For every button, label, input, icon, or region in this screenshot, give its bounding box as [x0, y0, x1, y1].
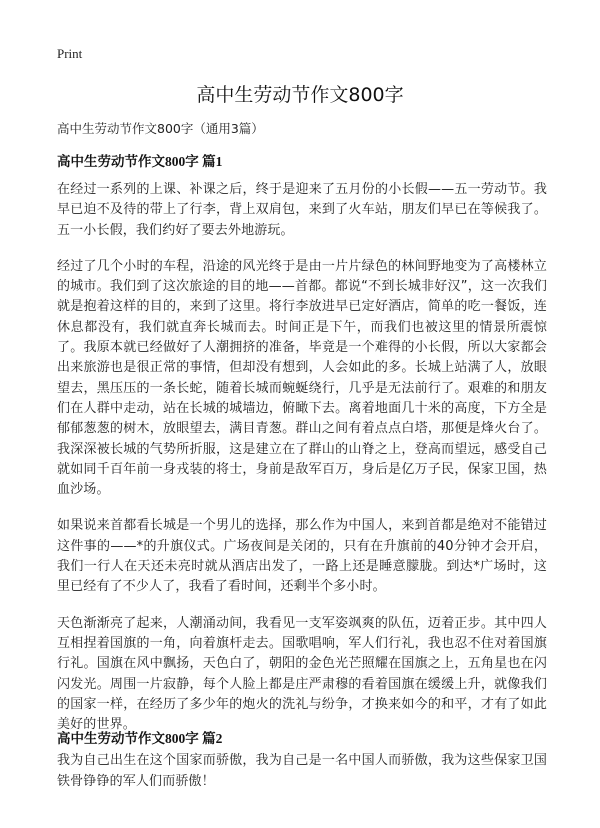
section-heading-1: 高中生劳动节作文800字 篇1 [57, 154, 223, 169]
paragraph: 我为自己出生在这个国家而骄傲，我为自己是一名中国人而骄傲，我为这些保家卫国铁骨铮铮的军人们而骄傲！ [57, 753, 547, 789]
page-title: 高中生劳动节作文800字 [196, 84, 404, 106]
paragraph: 如果说来首都看长城是一个男儿的选择，那么作为中国人，来到首都是绝对不能错过这件事的——*的升旗仪式。广场夜间是关闭的，只有在升旗前的40分钟才会开启，我们一行人在天还未亮时就从酒店出发了，一路上还是睡意朦胧。到达*广场时，这里已经有了不少人了，我看了看时间，还剩半个多小时。 [57, 518, 547, 595]
section-body-1 [57, 180, 547, 808]
print-label[interactable]: Print [57, 46, 83, 61]
paragraph: 在经过一系列的上课、补课之后，终于是迎来了五月份的小长假——五一劳动节。我早已迫不及待的带上了行李，背上双肩包，来到了火车站，朋友们早已在等候我了。五一小长假，我们约好了要去外地游玩。 [57, 182, 547, 238]
paragraph: 经过了几个小时的车程，沿途的风光终于是由一片片绿色的林间野地变为了高楼林立的城市。我们到了这次旅途的目的地——首都。都说“不到长城非好汉”，这一次我们就是抱着这样的目的，来到了这里。将行李放进早已定好酒店，简单的吃一餐饭，连休息都没有，我们就直奔长城而去。时间正是下午，而我们也被这里的情景所震惊了。我原本就已经做好了人潮拥挤的准备，毕竟是一个难得的小长假，所以大家都会出来旅游也是很正常的事情，但却没有想到，人会如此的多。长城上站满了人，放眼望去，黑压压的一条长蛇，随着长城而蜿蜒绕行，几乎是无法前行了。艰难的和朋友们在人群中走动，站在长城的城墙边，俯瞰下去。离着地面几十米的高度，下方全是郁郁葱葱的树木，放眼望去，满目青葱。群山之间有着点点白塔，那便是烽火台了。我深深被长城的气势所折服，这是建立在了群山的山脊之上，登高而望远，感受自己就如同千百年前一身戎装的将士，身前是敌军百万，身后是亿万子民，保家卫国，热血沙场。 [57, 258, 547, 498]
section-heading-2: 高中生劳动节作文800字 篇2 [57, 731, 223, 746]
document-subtitle: 高中生劳动节作文800字（通用3篇） [57, 121, 264, 136]
paragraph: 天色渐渐亮了起来，人潮涌动间，我看见一支军姿飒爽的队伍，迈着正步。其中四人互相捏着国旗的一角，向着旗杆走去。国歌唱响，军人们行礼，我也忍不住对着国旗行礼。国旗在风中飘扬，天色白了，朝阳的金色光芒照耀在国旗之上，五角星也在闪闪发光。周围一片寂静，每个人脸上都是庄严肃穆的看着国旗在缓缓上升，就像我们的国家一样，在经历了多少年的炮火的洗礼与纷争，才换来如今的和平，才有了如此美好的世界。 [57, 615, 547, 733]
